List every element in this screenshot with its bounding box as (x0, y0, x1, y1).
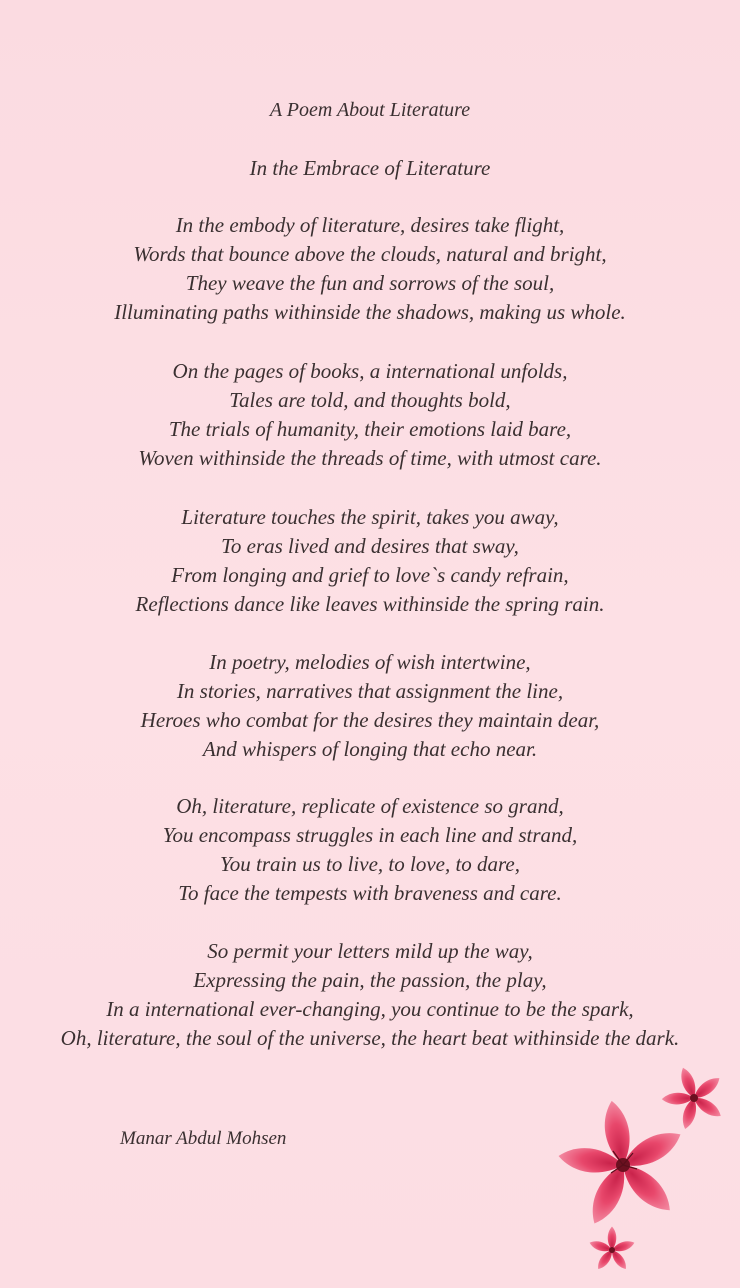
poem-line: The trials of humanity, their emotions laid bare, (168, 417, 572, 441)
poem-line: Literature touches the spirit, takes you away, (181, 505, 559, 529)
pink-flowers-icon (540, 1050, 740, 1288)
poem-line: And whispers of longing that echo near. (202, 737, 538, 761)
poem-heading: A Poem About Literature (269, 99, 471, 121)
poem-line: Expressing the pain, the passion, the play, (193, 968, 547, 992)
poem-line: You train us to live, to love, to dare, (219, 852, 521, 876)
poem-line: To eras lived and desires that sway, (221, 534, 519, 558)
tiny-flower-icon (588, 1226, 635, 1271)
poem-line: They weave the fun and sorrows of the soul, (185, 271, 555, 295)
poem-line: In the embody of literature, desires take flight, (175, 213, 565, 237)
large-flower-icon (557, 1099, 686, 1229)
poem-line: Illuminating paths withinside the shadows, making us whole. (114, 300, 626, 324)
poem-line: From longing and grief to love`s candy refrain, (171, 563, 569, 587)
poem-title: In the Embrace of Literature (249, 156, 491, 180)
poem-line: To face the tempests with braveness and care. (178, 881, 562, 905)
poem-line: Oh, literature, replicate of existence so grand, (176, 794, 564, 818)
poem-line: Words that bounce above the clouds, natural and bright, (133, 242, 607, 266)
poem-line: In poetry, melodies of wish intertwine, (209, 650, 531, 674)
poem-line: In stories, narratives that assignment the line, (176, 679, 564, 703)
poem-line: In a international ever-changing, you continue to be the spark, (106, 997, 634, 1021)
poem-line: Reflections dance like leaves withinside the spring rain. (135, 592, 605, 616)
poem-line: Oh, literature, the soul of the universe, the heart beat withinside the dark. (60, 1026, 680, 1050)
poem-line: Woven withinside the threads of time, with utmost care. (138, 446, 602, 470)
poem-line: Heroes who combat for the desires they maintain dear, (140, 708, 600, 732)
poem-line: So permit your letters mild up the way, (207, 939, 533, 963)
small-flower-icon (662, 1066, 724, 1131)
poem-line: You encompass struggles in each line and strand, (162, 823, 578, 847)
author-signature: Manar Abdul Mohsen (120, 1128, 287, 1149)
poem-line: On the pages of books, a international unfolds, (172, 359, 568, 383)
poem-line: Tales are told, and thoughts bold, (229, 388, 511, 412)
